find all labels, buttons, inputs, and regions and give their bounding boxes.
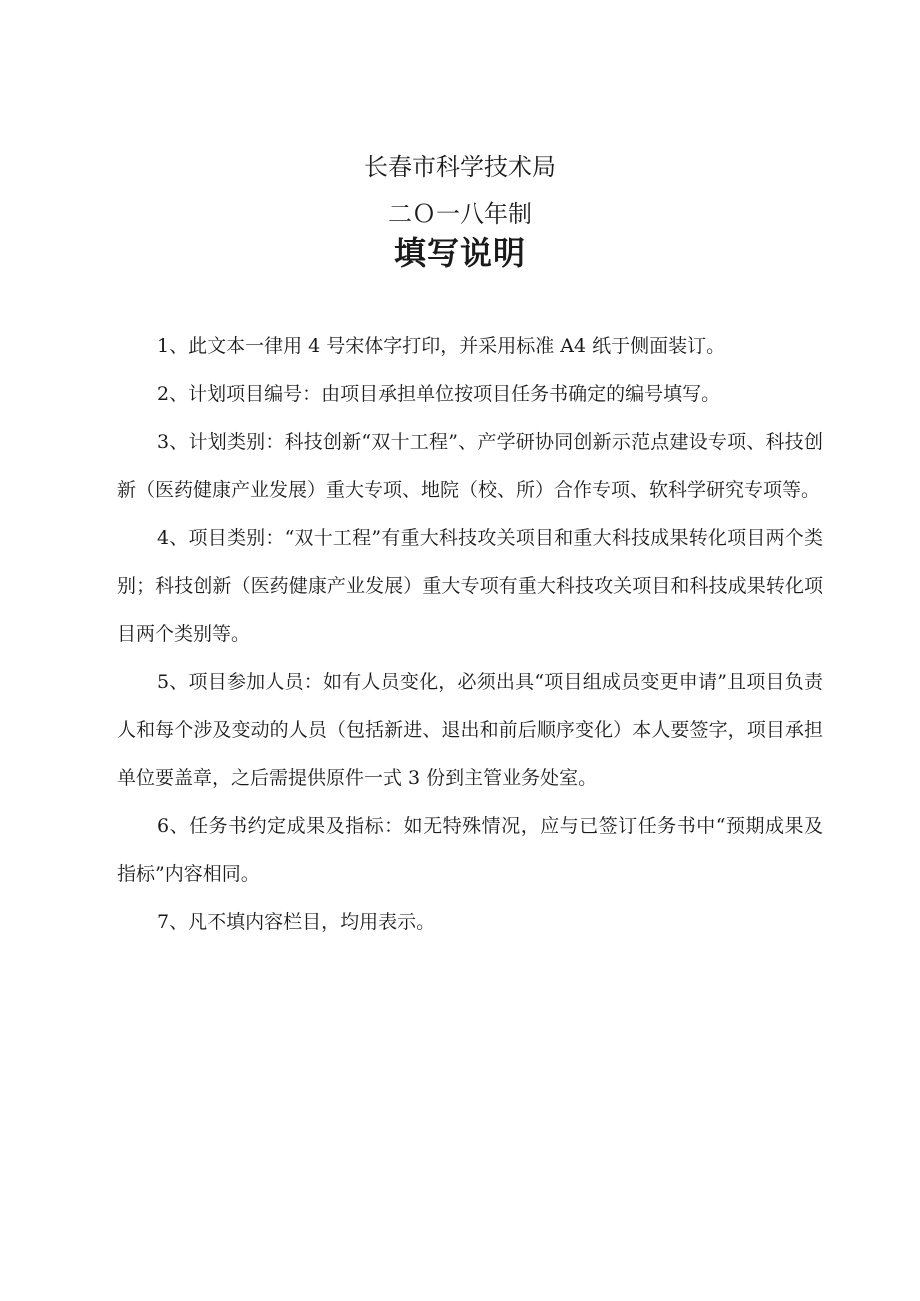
instruction-item-3: 3、计划类别：科技创新“双十工程”、产学研协同创新示范点建设专项、科技创新（医药健康产业发展）重大专项、地院（校、所）合作专项、软科学研究专项等。 [117, 431, 823, 501]
instruction-item-1: 1、此文本一律用 4 号宋体字打印，并采用标准 A4 纸于侧面装订。 [157, 335, 726, 357]
page-title: 填写说明 [393, 234, 526, 272]
issuing-agency: 长春市科学技术局 [364, 153, 556, 181]
instruction-item-7: 7、凡不填内容栏目，均用表示。 [157, 911, 436, 933]
instruction-item-2: 2、计划项目编号：由项目承担单位按项目任务书确定的编号填写。 [157, 383, 721, 405]
year-made: 二Ｏ一八年制 [388, 200, 532, 228]
instructions-body [117, 322, 823, 946]
instruction-item-5: 5、项目参加人员：如有人员变化，必须出具“项目组成员变更申请”且项目负责人和每个涉及变动的人员（包括新进、退出和前后顺序变化）本人要签字，项目承担单位要盖章，之后需提供原件一式 3 份到主管业务处室。 [117, 671, 823, 789]
instruction-item-6: 6、任务书约定成果及指标：如无特殊情况，应与已签订任务书中“预期成果及指标”内容相同。 [117, 815, 823, 885]
instruction-item-4: 4、项目类别：“双十工程”有重大科技攻关项目和重大科技成果转化项目两个类别；科技创新（医药健康产业发展）重大专项有重大科技攻关项目和科技成果转化项目两个类别等。 [117, 527, 823, 645]
